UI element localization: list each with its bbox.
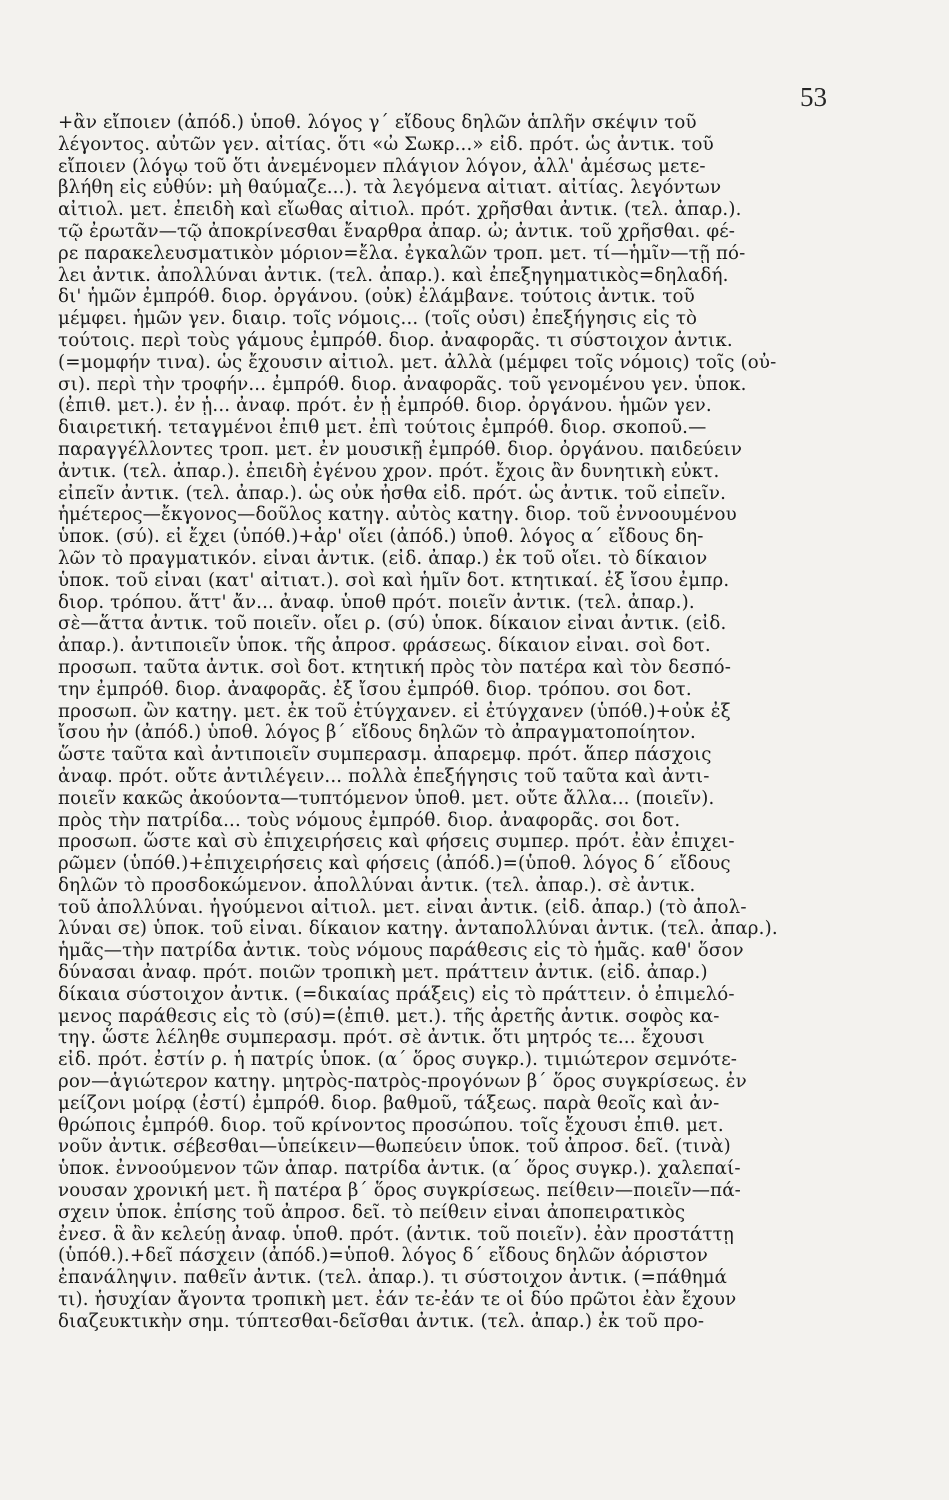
text-line: τῷ ἐρωτᾶν—τῷ ἀποκρίνεσθαι ἔναρθρα ἀπαρ. ὦ; ἀντικ. τοῦ χρῆσθαι. φέ- [58, 220, 736, 242]
text-line: βλήθη εἰς εὐθύν: μὴ θαύμαζε...). τὰ λεγόμενα αἰτιατ. αἰτίας. λεγόντων [58, 177, 722, 199]
text-line: ἀντικ. (τελ. ἀπαρ.). ἐπειδὴ ἐγένου χρον. πρότ. ἔχοις ἂν δυνητικὴ εὐκτ. [58, 460, 720, 482]
text-line: (ὑπόθ.).+δεῖ πάσχειν (ἀπόδ.)=ὑποθ. λόγος δ΄ εἴδους δηλῶν ἀόριστον [58, 1245, 708, 1267]
text-line: διορ. τρόπου. ἅττ' ἄν... ἀναφ. ὑποθ πρότ. ποιεῖν ἀντικ. (τελ. ἀπαρ.). [58, 591, 695, 613]
text-line: σχειν ὑποκ. ἐπίσης τοῦ ἀπροσ. δεῖ. τὸ πείθειν εἶναι ἀποπειρατικὸς [58, 1201, 686, 1223]
text-line: ὥστε ταῦτα καὶ ἀντιποιεῖν συμπερασμ. ἀπαρεμφ. πρότ. ἅπερ πάσχοις [58, 744, 712, 766]
text-line: (=μομφήν τινα). ὡς ἔχουσιν αἰτιολ. μετ. ἀλλὰ (μέμφει τοῖς νόμοις) τοῖς (οὖ- [58, 351, 777, 373]
text-line: σὲ—ἅττα ἀντικ. τοῦ ποιεῖν. οἴει ρ. (σύ) ὑποκ. δίκαιον εἶναι ἀντικ. (εἰδ. [58, 613, 727, 635]
text-line: ὑποκ. τοῦ εἶναι (κατ' αἰτιατ.). σοὶ καὶ ἡμῖν δοτ. κτητικαί. ἐξ ἴσου ἐμπρ. [58, 569, 730, 591]
text-line: λέγοντος. αὐτῶν γεν. αἰτίας. ὅτι «ὦ Σωκρ...» εἰδ. πρότ. ὡς ἀντικ. τοῦ [58, 133, 714, 155]
text-line: λῶν τὸ πραγματικόν. εἶναι ἀντικ. (εἰδ. ἀπαρ.) ἐκ τοῦ οἴει. τὸ δίκαιον [58, 547, 708, 569]
text-line: δηλῶν τὸ προσδοκώμενον. ἀπολλύναι ἀντικ. (τελ. ἀπαρ.). σὲ ἀντικ. [58, 874, 696, 896]
text-line: προσωπ. ταῦτα ἀντικ. σοὶ δοτ. κτητική πρὸς τὸν πατέρα καὶ τὸν δεσπό- [58, 656, 732, 678]
text-line: ρε παρακελευσματικὸν μόριον=ἔλα. ἐγκαλῶν τροπ. μετ. τί—ἡμῖν—τῇ πό- [58, 242, 746, 264]
text-line: μείζονι μοίρᾳ (ἐστί) ἐμπρόθ. διορ. βαθμοῦ, τάξεως. παρὰ θεοῖς καὶ ἀν- [58, 1092, 720, 1114]
text-line: ἴσου ἦν (ἀπόδ.) ὑποθ. λόγος β΄ εἴδους δηλῶν τὸ ἀπραγματοποίητον. [58, 722, 696, 744]
text-line: εἰπεῖν ἀντικ. (τελ. ἀπαρ.). ὡς οὐκ ἦσθα εἰδ. πρότ. ὡς ἀντικ. τοῦ εἰπεῖν. [58, 482, 727, 504]
text-line: (ἐπιθ. μετ.). ἐν ᾗ... ἀναφ. πρότ. ἐν ᾗ ἐμπρόθ. διορ. ὀργάνου. ἡμῶν γεν. [58, 395, 712, 417]
text-line: ἐπανάληψιν. παθεῖν ἀντικ. (τελ. ἀπαρ.). τι σύστοιχον ἀντικ. (=πάθημά [58, 1267, 728, 1289]
text-line: μέμφει. ἡμῶν γεν. διαιρ. τοῖς νόμοις... (τοῖς οὖσι) ἐπεξήγησις εἰς τὸ [58, 308, 698, 330]
text-line: δύνασαι ἀναφ. πρότ. ποιῶν τροπικὴ μετ. πράττειν ἀντικ. (εἰδ. ἀπαρ.) [58, 962, 708, 984]
text-line: προσωπ. ὢν κατηγ. μετ. ἐκ τοῦ ἐτύγχανεν. εἰ ἐτύγχανεν (ὑπόθ.)+οὐκ ἐξ [58, 700, 731, 722]
text-line: ὑποκ. (σύ). εἰ ἔχει (ὑπόθ.)+ἆρ' οἴει (ἀπόδ.) ὑποθ. λόγος α΄ εἴδους δη- [58, 526, 704, 548]
text-line: ρῶμεν (ὑπόθ.)+ἐπιχειρήσεις καὶ φήσεις (ἀπόδ.)=(ὑποθ. λόγος δ΄ εἴδους [58, 853, 731, 875]
text-line: θρώποις ἐμπρόθ. διορ. τοῦ κρίνοντος προσώπου. τοῖς ἔχουσι ἐπιθ. μετ. [58, 1114, 724, 1136]
text-line: ἐνεσ. ἃ ἂν κελεύῃ ἀναφ. ὑποθ. πρότ. (ἀντικ. τοῦ ποιεῖν). ἐὰν προστάττῃ [58, 1223, 734, 1245]
text-line: ἀπαρ.). ἀντιποιεῖν ὑποκ. τῆς ἀπροσ. φράσεως. δίκαιον εἶναι. σοὶ δοτ. [58, 635, 711, 657]
text-line [58, 1333, 878, 1355]
text-line: εἰδ. πρότ. ἐστίν ρ. ἡ πατρίς ὑποκ. (α΄ ὅρος συγκρ.). τιμιώτερον σεμνότε- [58, 1049, 738, 1071]
text-line: δι' ἡμῶν ἐμπρόθ. διορ. ὀργάνου. (οὐκ) ἐλάμβανε. τούτοις ἀντικ. τοῦ [58, 286, 695, 308]
text-line: ποιεῖν κακῶς ἀκούοντα—τυπτόμενον ὑποθ. μετ. οὔτε ἄλλα... (ποιεῖν). [58, 787, 715, 809]
text-line: λύναι σε) ὑποκ. τοῦ εἶναι. δίκαιον κατηγ. ἀνταπολλύναι ἀντικ. (τελ. ἀπαρ.). [58, 918, 778, 940]
text-line: πρὸς τὴν πατρίδα... τοὺς νόμους ἐμπρόθ. διορ. ἀναφορᾶς. σοι δοτ. [58, 809, 681, 831]
text-line: τούτοις. περὶ τοὺς γάμους ἐμπρόθ. διορ. ἀναφορᾶς. τι σύστοιχον ἀντικ. [58, 329, 733, 351]
text-line: διαιρετική. τεταγμένοι ἐπιθ μετ. ἐπὶ τούτοις ἐμπρόθ. διορ. σκοποῦ.— [58, 417, 707, 439]
text-line: τηγ. ὥστε λέληθε συμπερασμ. πρότ. σὲ ἀντικ. ὅτι μητρός τε... ἔχουσι [58, 1027, 705, 1049]
text-line: νοῦν ἀντικ. σέβεσθαι—ὑπείκειν—θωπεύειν ὑποκ. τοῦ ἀπροσ. δεῖ. (τινὰ) [58, 1136, 731, 1158]
text-line: ἀναφ. πρότ. οὔτε ἀντιλέγειν... πολλὰ ἐπεξήγησις τοῦ ταῦτα καὶ ἀντι- [58, 765, 710, 787]
text-line: +ἂν εἴποιεν (ἀπόδ.) ὑποθ. λόγος γ΄ εἴδους δηλῶν ἁπλῆν σκέψιν τοῦ [58, 112, 697, 133]
text-line: τοῦ ἀπολλύναι. ἡγούμενοι αἰτιολ. μετ. εἶναι ἀντικ. (εἰδ. ἀπαρ.) (τὸ ἀπολ- [58, 896, 747, 918]
text-line: τι). ἡσυχίαν ἄγοντα τροπικὴ μετ. ἐάν τε-ἐάν τε οἱ δύο πρῶτοι ἐὰν ἔχουν [58, 1289, 737, 1311]
text-line: την ἐμπρόθ. διορ. ἀναφορᾶς. ἐξ ἴσου ἐμπρόθ. διορ. τρόπου. σοι δοτ. [58, 678, 692, 700]
text-line: ὑποκ. ἐννοούμενον τῶν ἀπαρ. πατρίδα ἀντικ. (α΄ ὅρος συγκρ.). χαλεπαί- [58, 1158, 741, 1180]
text-line: διαζευκτικὴν σημ. τύπτεσθαι-δεῖσθαι ἀντικ. (τελ. ἀπαρ.) ἐκ τοῦ προ- [58, 1310, 705, 1332]
text-line: εἴποιεν (λόγῳ τοῦ ὅτι ἀνεμένομεν πλάγιον λόγον, ἀλλ' ἀμέσως μετε- [58, 155, 706, 177]
text-line: ρον—ἁγιώτερον κατηγ. μητρὸς-πατρὸς-προγόνων β΄ ὅρος συγκρίσεως. ἐν [58, 1071, 747, 1093]
text-line: δίκαια σύστοιχον ἀντικ. (=δικαίας πράξεις) εἰς τὸ πράττειν. ὁ ἐπιμελό- [58, 983, 735, 1005]
text-line: προσωπ. ὥστε καὶ σὺ ἐπιχειρήσεις καὶ φήσεις συμπερ. πρότ. ἐὰν ἐπιχει- [58, 831, 735, 853]
text-line: αἰτιολ. μετ. ἐπειδὴ καὶ εἴωθας αἰτιολ. πρότ. χρῆσθαι ἀντικ. (τελ. ἀπαρ.). [58, 199, 742, 221]
text-line: σι). περὶ τὴν τροφήν... ἐμπρόθ. διορ. ἀναφορᾶς. τοῦ γενομένου γεν. ὑποκ. [58, 373, 747, 395]
text-body [58, 112, 878, 1354]
text-line: ἡμᾶς—τὴν πατρίδα ἀντικ. τοὺς νόμους παράθεσις εἰς τὸ ἡμᾶς. καθ' ὅσον [58, 940, 744, 962]
text-line: παραγγέλλοντες τροπ. μετ. ἐν μουσικῇ ἐμπρόθ. διορ. ὀργάνου. παιδεύειν [58, 438, 743, 460]
text-line: ἡμέτερος—ἔκγονος—δοῦλος κατηγ. αὐτὸς κατηγ. διορ. τοῦ ἐννοουμένου [58, 504, 737, 526]
text-line: μενος παράθεσις εἰς τὸ (σύ)=(ἐπιθ. μετ.). τῆς ἀρετῆς ἀντικ. σοφὸς κα- [58, 1005, 720, 1027]
text-line: νουσαν χρονική μετ. ἢ πατέρα β΄ ὅρος συγκρίσεως. πείθειν—ποιεῖν—πά- [58, 1180, 741, 1202]
page-number: 53 [800, 82, 827, 112]
text-line: λει ἀντικ. ἀπολλύναι ἀντικ. (τελ. ἀπαρ.). καὶ ἐπεξηγηματικὸς=δηλαδή. [58, 264, 729, 286]
